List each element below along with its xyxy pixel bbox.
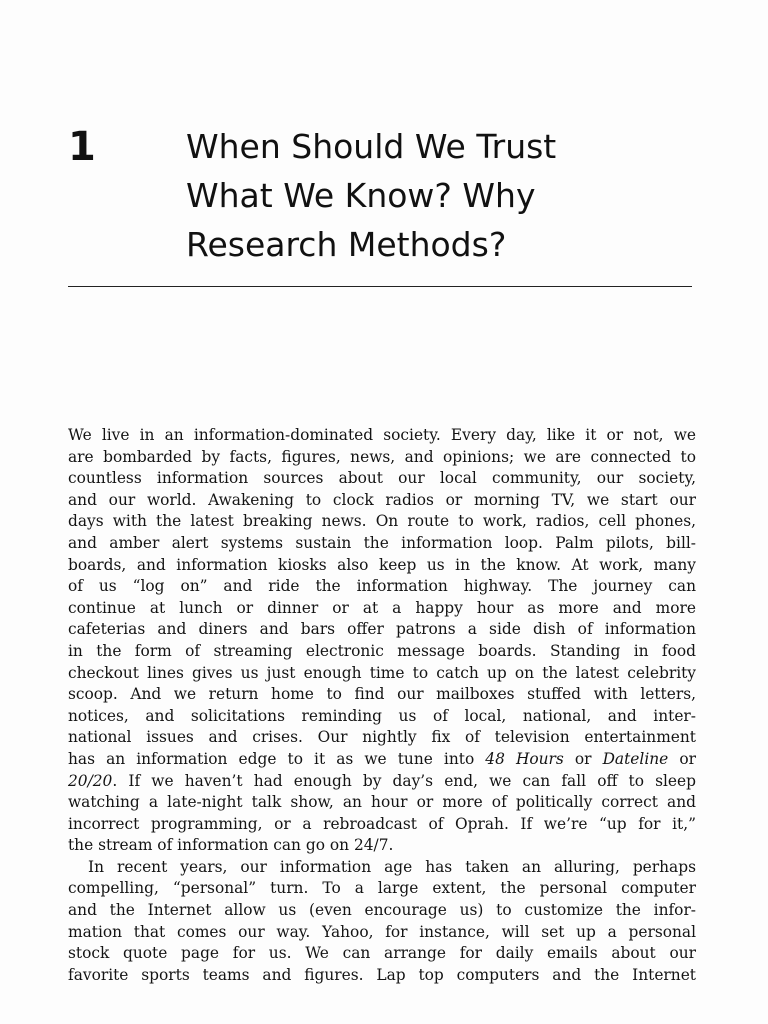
paragraph-1 — [68, 425, 696, 857]
text-line: mation that comes our way. Yahoo, for instance, will set up a personal — [68, 922, 696, 941]
title-divider — [68, 286, 692, 287]
text-line: continue at lunch or dinner or at a happy hour as more and more — [68, 598, 696, 617]
text-line: of us “log on” and ride the information highway. The journey can — [68, 577, 696, 596]
chapter-title-line: What We Know? Why — [186, 176, 536, 215]
chapter-title — [186, 122, 726, 269]
text-line: scoop. And we return home to find our mailboxes stuffed with letters, — [68, 685, 696, 704]
text-line: national issues and crises. Our nightly fix of television entertainment — [68, 728, 696, 747]
text-line: incorrect programming, or a rebroadcast of Oprah. If we’re “up for it,” — [68, 814, 696, 833]
text-line: days with the latest breaking news. On route to work, radios, cell phones, — [68, 512, 696, 531]
text-line: and our world. Awakening to clock radios or morning TV, we start our — [68, 490, 696, 509]
text-line: countless information sources about our local community, our society, — [68, 469, 696, 488]
text-line: watching a late-night talk show, an hour or more of politically correct and — [68, 793, 696, 812]
show-title: 20/20 — [68, 771, 113, 790]
text-run: or — [668, 749, 696, 768]
text-run: has an information edge to it as we tune into — [68, 749, 486, 768]
text-line: checkout lines gives us just enough time to catch up on the latest celebrity — [68, 663, 696, 682]
text-line: the stream of information can go on 24/7. — [68, 836, 394, 855]
show-title: Dateline — [602, 749, 669, 768]
text-line: notices, and solicitations reminding us of local, national, and inter- — [68, 706, 696, 725]
text-line: and amber alert systems sustain the information loop. Palm pilots, bill- — [68, 533, 696, 552]
body-text — [68, 425, 696, 986]
chapter-title-line: When Should We Trust — [186, 127, 557, 166]
text-line: boards, and information kiosks also keep us in the know. At work, many — [68, 555, 696, 574]
text-line: favorite sports teams and figures. Lap top computers and the Internet — [68, 965, 696, 984]
text-line: are bombarded by facts, figures, news, and opinions; we are connected to — [68, 447, 696, 466]
chapter-number: 1 — [68, 124, 96, 170]
text-line: compelling, “personal” turn. To a large extent, the personal computer — [68, 879, 696, 898]
text-line — [68, 771, 696, 793]
text-run: or — [563, 749, 603, 768]
show-title: 48 Hours — [485, 749, 564, 768]
text-line: and the Internet allow us (even encourage us) to customize the infor- — [68, 901, 696, 920]
paragraph-2 — [68, 857, 696, 987]
text-run: . If we haven’t had enough by day’s end, we can fall off to sleep — [112, 771, 696, 790]
text-line: in the form of streaming electronic message boards. Standing in food — [68, 641, 696, 660]
chapter-title-line: Research Methods? — [186, 225, 507, 264]
text-line: We live in an information-dominated society. Every day, like it or not, we — [68, 426, 696, 444]
text-line: stock quote page for us. We can arrange for daily emails about our — [68, 944, 696, 963]
text-line: In recent years, our information age has taken an alluring, perhaps — [88, 857, 696, 876]
text-line: cafeterias and diners and bars offer patrons a side dish of information — [68, 620, 696, 639]
text-line — [68, 749, 696, 771]
